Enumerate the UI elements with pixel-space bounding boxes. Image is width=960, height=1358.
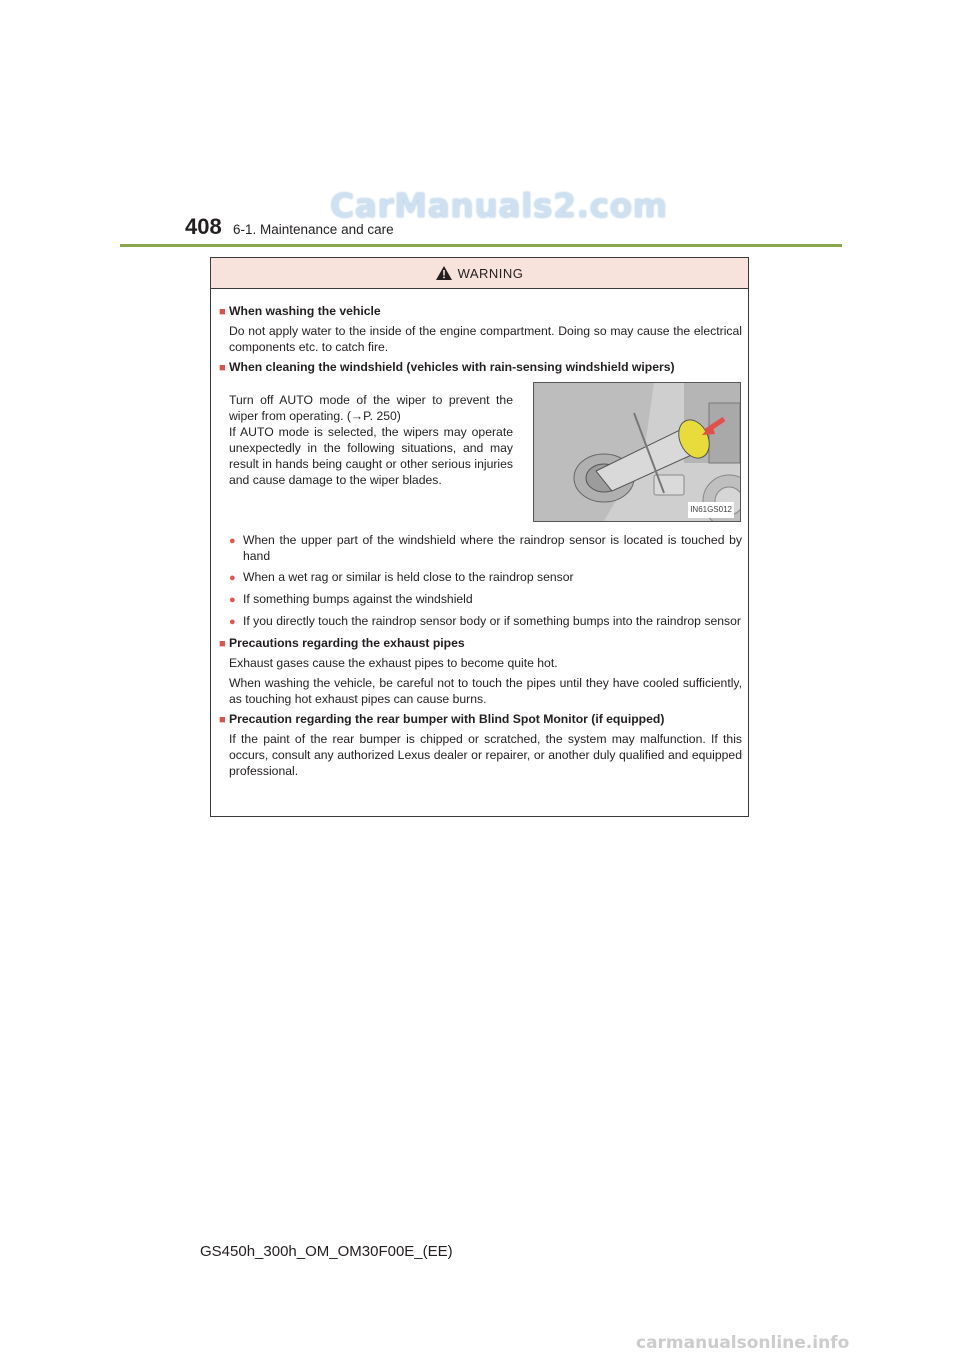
topic-title: Precautions regarding the exhaust pipes (229, 636, 465, 650)
list-item-text: If you directly touch the raindrop sensor body or if something bumps into the raindrop sensor (243, 614, 741, 628)
paragraph: If the paint of the rear bumper is chipped or scratched, the system may malfunction. If this occurs, consult any authorized Lexus dealer or repairer, or another duly qualified and equipped professional. (229, 732, 742, 778)
paragraph: When washing the vehicle, be careful not to touch the pipes until they have cooled sufficiently, as touching hot exhaust pipes can cause burns. (229, 676, 742, 706)
list-item (229, 591, 742, 608)
bullet-list (229, 532, 742, 630)
list-item-text: When a wet rag or similar is held close to the raindrop sensor (243, 570, 574, 584)
warning-title: WARNING (457, 265, 524, 281)
topic-body (229, 731, 742, 779)
square-bullet-icon: ■ (219, 638, 226, 650)
topic-body (229, 323, 742, 355)
paragraph: Turn off AUTO mode of the wiper to prevent the wiper from operating. (→P. 250) If AUTO mode is selected, the wipers may operate unexpectedly in the following situations, and may result in hands being caught or other serious injuries and cause damage to the wiper blades. (229, 393, 513, 487)
list-item-text: When the upper part of the windshield where the raindrop sensor is located is touched by hand (243, 533, 742, 563)
topic-with-figure (229, 382, 742, 522)
header-rule (120, 244, 842, 247)
topic-heading (219, 711, 742, 728)
bullet-dot-icon: ● (229, 535, 236, 547)
bullet-dot-icon: ● (229, 616, 236, 628)
wiper-lever-icon (534, 383, 740, 521)
paragraph: Do not apply water to the inside of the engine compartment. Doing so may cause the electrical components etc. to catch fire. (229, 324, 742, 354)
wiper-switch-illustration (533, 382, 741, 522)
document-footer: GS450h_300h_OM_OM30F00E_(EE) (200, 1243, 453, 1260)
topic-heading (219, 359, 742, 376)
topic-title: Precaution regarding the rear bumper with Blind Spot Monitor (if equipped) (229, 712, 665, 726)
topic-body (229, 655, 742, 707)
square-bullet-icon: ■ (219, 306, 226, 318)
watermark-bottom: carmanualsonline.info (636, 1333, 850, 1353)
topic-title: When washing the vehicle (229, 304, 381, 318)
section-title: 6-1. Maintenance and care (233, 222, 394, 237)
topic-title: When cleaning the windshield (vehicles with rain-sensing windshield wipers) (229, 360, 675, 374)
list-item (229, 532, 742, 564)
list-item (229, 613, 742, 630)
bullet-dot-icon: ● (229, 594, 236, 606)
warning-header (211, 258, 748, 289)
figure-code: IN61GS012 (688, 502, 734, 518)
list-item-text: If something bumps against the windshield (243, 592, 473, 606)
paragraph: Exhaust gases cause the exhaust pipes to become quite hot. (229, 656, 558, 670)
square-bullet-icon: ■ (219, 362, 226, 374)
topic-heading (219, 303, 742, 320)
warning-icon (436, 266, 452, 280)
warning-box (210, 257, 749, 817)
list-item (229, 569, 742, 586)
watermark-logo: CarManuals2.com (330, 186, 668, 225)
square-bullet-icon: ■ (219, 714, 226, 726)
topic-heading (219, 635, 742, 652)
page-number: 408 (185, 214, 222, 239)
bullet-dot-icon: ● (229, 572, 236, 584)
